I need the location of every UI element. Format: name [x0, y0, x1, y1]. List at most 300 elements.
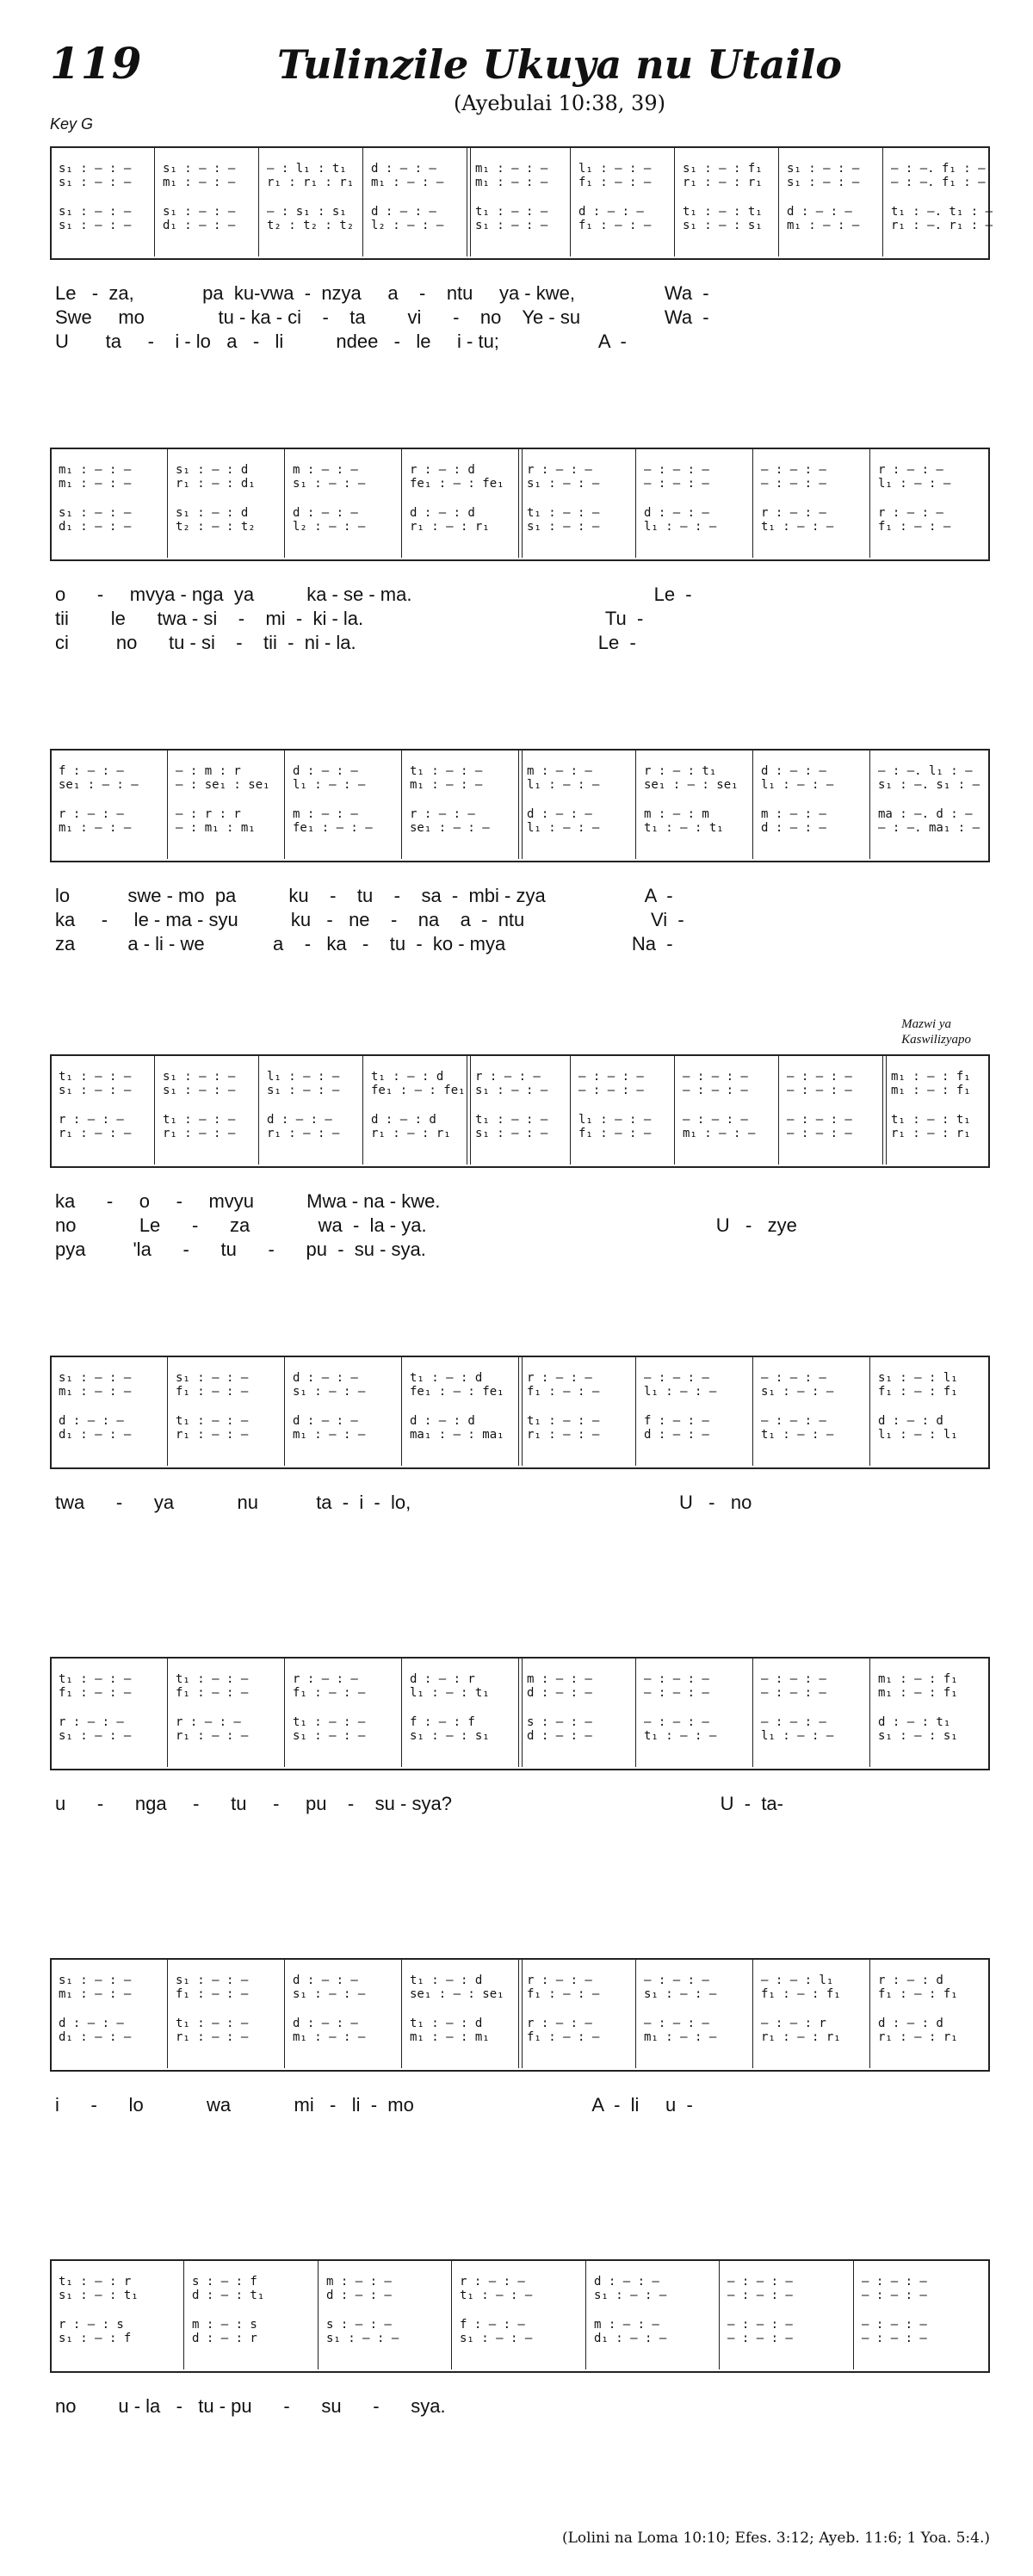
tenor-measure: d : – : d [878, 2017, 943, 2030]
bass-measure: s₁ : – : – [527, 520, 600, 534]
soprano-measure: r : – : d [410, 463, 475, 477]
tenor-measure: d : – : – [293, 506, 358, 520]
tenor-measure: f : – : f [410, 1715, 475, 1729]
lyric-line-2: Swe mo tu - ka - ci - ta vi - no Ye - su Wa - [55, 306, 709, 328]
alto-measure: d : – : – [326, 2289, 392, 2302]
alto-measure: m₁ : – : – [475, 176, 548, 189]
tenor-measure: s : – : – [527, 1715, 592, 1729]
tenor-measure: s₁ : – : – [163, 205, 236, 219]
bass-measure: l₁ : – : – [527, 821, 600, 835]
barline [635, 749, 636, 859]
tenor-measure: t₁ : – : – [475, 205, 548, 219]
bass-measure: r₁ : – : r₁ [371, 1127, 451, 1140]
tenor-measure: s₁ : – : – [59, 205, 132, 219]
bass-measure: r₁ : – : r₁ [878, 2030, 958, 2044]
alto-measure: – : – : – [578, 1084, 644, 1097]
bass-measure: s₁ : – : – [475, 1127, 548, 1140]
tenor-measure: t₁ : – : – [527, 506, 600, 520]
tenor-measure: d : – : – [293, 2017, 358, 2030]
soprano-measure: l₁ : – : – [267, 1070, 340, 1084]
alto-measure: s₁ : – : t₁ [59, 2289, 139, 2302]
tenor-measure: s₁ : – : d [176, 506, 249, 520]
barline [752, 749, 753, 859]
tenor-measure: r : – : s [59, 2318, 124, 2332]
bass-measure: l₁ : – : l₁ [878, 1428, 958, 1442]
bass-measure: m₁ : – : – [293, 2030, 366, 2044]
tenor-measure: d : – : – [59, 2017, 124, 2030]
lyric-line-2: ka - le - ma - syu ku - ne - na a - ntu Vi - [55, 909, 684, 930]
bass-measure: s₁ : – : – [460, 2332, 533, 2345]
soprano-measure: – : – : – [578, 1070, 644, 1084]
soprano-measure: r : – : d [878, 1974, 943, 1987]
hymn-number: 119 [50, 38, 143, 89]
alto-measure: l₁ : – : – [878, 477, 951, 491]
bass-measure: d : – : – [644, 1428, 709, 1442]
bass-measure: t₂ : – : t₂ [176, 520, 256, 534]
tenor-measure: t₁ : – : – [293, 1715, 366, 1729]
tenor-measure: – : – : – [761, 1414, 826, 1428]
soprano-measure: – : – : – [761, 1672, 826, 1686]
alto-measure: m₁ : – : – [59, 1987, 132, 2001]
bass-measure: r₁ : – : – [527, 1428, 600, 1442]
lyric-line-3: za a - li - we a - ka - tu - ko - mya Na - [55, 933, 673, 954]
barline [674, 1054, 675, 1164]
tenor-measure: f : – : – [460, 2318, 525, 2332]
tenor-measure: r : – : – [59, 807, 124, 821]
barline [570, 146, 571, 256]
bass-measure: t₁ : – : – [644, 1729, 717, 1743]
alto-measure: – : –. f₁ : – [891, 176, 986, 189]
bass-measure: s₁ : – : s₁ [683, 219, 763, 232]
barline [635, 448, 636, 558]
alto-measure: d : – : t₁ [192, 2289, 265, 2302]
tenor-measure: m : – : – [293, 807, 358, 821]
lyric-line-3: U ta - i - lo a - li ndee - le i - tu; A - [55, 330, 627, 352]
soprano-measure: s₁ : – : – [176, 1974, 249, 1987]
soprano-measure: – : – : l₁ [761, 1974, 834, 1987]
refrain-note [901, 1016, 971, 1047]
tenor-measure: t₁ : –. t₁ : – [891, 205, 993, 219]
soprano-measure: m : – : – [527, 764, 592, 778]
soprano-measure: s₁ : – : – [59, 162, 132, 176]
tenor-measure: ma : –. d : – [878, 807, 973, 821]
bass-measure: fe₁ : – : – [293, 821, 373, 835]
soprano-measure: d : – : – [293, 1371, 358, 1385]
tenor-measure: – : r : r [176, 807, 241, 821]
tenor-measure: t₁ : – : – [163, 1113, 236, 1127]
barline [284, 448, 285, 558]
bass-measure: f₁ : – : – [878, 520, 951, 534]
alto-measure: f₁ : – : – [176, 1987, 249, 2001]
alto-measure: l₁ : – : – [761, 778, 834, 792]
soprano-measure: t₁ : – : – [59, 1070, 132, 1084]
alto-measure: – : – : – [644, 1686, 709, 1700]
barline [635, 1657, 636, 1767]
barline [570, 1054, 571, 1164]
alto-measure: m₁ : – : – [163, 176, 236, 189]
lyric-line-1: u - nga - tu - pu - su - sya? U - ta- [55, 1793, 783, 1814]
alto-measure: m₁ : – : f₁ [891, 1084, 971, 1097]
tenor-measure: d : – : t₁ [878, 1715, 951, 1729]
alto-measure: s₁ : – : – [59, 176, 132, 189]
tenor-measure: r : – : – [410, 807, 475, 821]
barline [284, 749, 285, 859]
bass-measure: r₁ : – : – [176, 1428, 249, 1442]
alto-measure: l₁ : – : – [644, 1385, 717, 1399]
soprano-measure: – : – : – [644, 1974, 709, 1987]
tenor-measure: r : – : – [527, 2017, 592, 2030]
soprano-measure: s₁ : – : d [176, 463, 249, 477]
bass-measure: t₁ : – : – [761, 520, 834, 534]
bass-measure: s₁ : – : f [59, 2332, 132, 2345]
bass-measure: r₁ : – : r₁ [410, 520, 490, 534]
double-barline [518, 1958, 523, 2068]
barline [635, 1958, 636, 2068]
bass-measure: – : – : – [787, 1127, 852, 1140]
barline [167, 448, 168, 558]
barline [869, 1657, 870, 1767]
soprano-measure: s₁ : – : – [59, 1974, 132, 1987]
alto-measure: m₁ : – : – [410, 778, 483, 792]
tenor-measure: d : – : d [410, 1414, 475, 1428]
alto-measure: f₁ : – : – [527, 1385, 600, 1399]
barline [401, 448, 402, 558]
refrain-note-line: Kaswilizyapo [901, 1033, 971, 1047]
alto-measure: s₁ : – : – [644, 1987, 717, 2001]
barline [869, 1958, 870, 2068]
double-barline [518, 448, 523, 558]
alto-measure: – : se₁ : se₁ [176, 778, 270, 792]
alto-measure: s₁ : – : – [761, 1385, 834, 1399]
tenor-measure: d : – : – [371, 205, 436, 219]
tenor-measure: t₁ : – : t₁ [683, 205, 763, 219]
tenor-measure: m : – : – [761, 807, 826, 821]
alto-measure: m₁ : – : – [59, 477, 132, 491]
soprano-measure: s₁ : – : – [163, 1070, 236, 1084]
alto-measure: l₁ : – : – [293, 778, 366, 792]
bass-measure: l₂ : – : – [371, 219, 444, 232]
alto-measure: s₁ : – : – [293, 477, 366, 491]
bass-measure: r₁ : – : – [176, 1729, 249, 1743]
alto-measure: s₁ : – : – [267, 1084, 340, 1097]
alto-measure: m₁ : – : – [59, 1385, 132, 1399]
soprano-measure: – : – : – [761, 463, 826, 477]
alto-measure: s₁ : – : – [787, 176, 860, 189]
bass-measure: r₁ : – : – [163, 1127, 236, 1140]
soprano-measure: s₁ : – : – [163, 162, 236, 176]
alto-measure: s₁ : –. s₁ : – [878, 778, 980, 792]
soprano-measure: – : – : – [787, 1070, 852, 1084]
hymn-title: Tulinzile Ukuya nu Utailo [277, 41, 842, 88]
soprano-measure: s : – : f [192, 2275, 257, 2289]
bass-measure: r₁ : – : – [176, 2030, 249, 2044]
soprano-measure: d : – : – [293, 764, 358, 778]
barline [752, 448, 753, 558]
bass-measure: d₁ : – : – [59, 520, 132, 534]
barline [284, 1356, 285, 1466]
barline [154, 146, 155, 256]
tenor-measure: d : – : – [644, 506, 709, 520]
barline [401, 1657, 402, 1767]
bass-measure: s₁ : – : – [59, 219, 132, 232]
barline [869, 749, 870, 859]
barline [635, 1356, 636, 1466]
soprano-measure: m : – : – [293, 463, 358, 477]
soprano-measure: r : – : – [475, 1070, 541, 1084]
tenor-measure: r : – : – [761, 506, 826, 520]
tenor-measure: t₁ : – : – [475, 1113, 548, 1127]
tenor-measure: s : – : – [326, 2318, 392, 2332]
alto-measure: f₁ : – : f₁ [761, 1987, 841, 2001]
soprano-measure: – : –. l₁ : – [878, 764, 973, 778]
bass-measure: d₁ : – : – [163, 219, 236, 232]
alto-measure: f₁ : – : – [527, 1987, 600, 2001]
soprano-measure: t₁ : – : d [410, 1371, 483, 1385]
soprano-measure: – : – : – [761, 1371, 826, 1385]
tenor-measure: t₁ : – : – [176, 2017, 249, 2030]
bass-measure: r₁ : – : – [267, 1127, 340, 1140]
lyric-line-2: no Le - za wa - la - ya. U - zye [55, 1214, 797, 1236]
tenor-measure: – : – : – [644, 1715, 709, 1729]
barline [585, 2259, 586, 2369]
lyric-line-3: ci no tu - si - tii - ni - la. Le - [55, 632, 636, 653]
soprano-measure: – : – : – [644, 463, 709, 477]
double-barline [467, 1054, 471, 1164]
tenor-measure: t₁ : – : – [176, 1414, 249, 1428]
footer-references: (Lolini na Loma 10:10; Efes. 3:12; Ayeb. 11:6; 1 Yoa. 5:4.) [561, 2530, 990, 2547]
bass-measure: l₁ : – : – [644, 520, 717, 534]
barline [719, 2259, 720, 2369]
soprano-measure: t₁ : – : d [371, 1070, 444, 1084]
barline [451, 2259, 452, 2369]
alto-measure: t₁ : – : – [460, 2289, 533, 2302]
alto-measure: fe₁ : – : fe₁ [371, 1084, 466, 1097]
tenor-measure: m : – : – [594, 2318, 659, 2332]
alto-measure: f₁ : – : – [578, 176, 652, 189]
bass-measure: r₁ : – : – [59, 1127, 132, 1140]
soprano-measure: r : – : – [527, 463, 592, 477]
bass-measure: m₁ : – : – [683, 1127, 756, 1140]
lyric-line-3: pya 'la - tu - pu - su - sya. [55, 1239, 426, 1260]
bass-measure: l₁ : – : – [761, 1729, 834, 1743]
soprano-measure: m₁ : – : f₁ [878, 1672, 958, 1686]
alto-measure: f₁ : – : – [59, 1686, 132, 1700]
soprano-measure: d : – : – [761, 764, 826, 778]
barline [167, 1958, 168, 2068]
tenor-measure: d : – : d [371, 1113, 436, 1127]
bass-measure: l₂ : – : – [293, 520, 366, 534]
barline [674, 146, 675, 256]
refrain-note-line: Mazwi ya [901, 1017, 952, 1031]
bass-measure: d₁ : – : – [59, 1428, 132, 1442]
bass-measure: d₁ : – : – [594, 2332, 667, 2345]
soprano-measure: d : – : – [293, 1974, 358, 1987]
soprano-measure: m : – : – [326, 2275, 392, 2289]
alto-measure: s₁ : – : – [475, 1084, 548, 1097]
barline [167, 1657, 168, 1767]
alto-measure: f₁ : – : – [176, 1385, 249, 1399]
tenor-measure: d : – : – [59, 1414, 124, 1428]
barline [869, 1356, 870, 1466]
bass-measure: f₁ : – : – [527, 2030, 600, 2044]
bass-measure: r₁ : – : r₁ [761, 2030, 841, 2044]
alto-measure: m₁ : – : – [371, 176, 444, 189]
soprano-measure: s₁ : – : – [176, 1371, 249, 1385]
alto-measure: m₁ : – : f₁ [878, 1686, 958, 1700]
soprano-measure: – : m : r [176, 764, 241, 778]
bass-measure: d : – : – [761, 821, 826, 835]
barline [284, 1958, 285, 2068]
bass-measure: s₁ : – : s₁ [878, 1729, 958, 1743]
bass-measure: r₁ : – : r₁ [891, 1127, 971, 1140]
alto-measure: – : – : – [761, 477, 826, 491]
double-barline [467, 146, 471, 256]
barline [258, 1054, 259, 1164]
bass-measure: r₁ : –. r₁ : – [891, 219, 993, 232]
lyric-line-1: Le - za, pa ku-vwa - nzya a - ntu ya - kwe, Wa - [55, 282, 709, 304]
bass-measure: m₁ : – : – [644, 2030, 717, 2044]
soprano-measure: – : l₁ : t₁ [267, 162, 347, 176]
barline [401, 749, 402, 859]
barline [401, 1958, 402, 2068]
barline [167, 1356, 168, 1466]
tenor-measure: r : – : – [59, 1715, 124, 1729]
tenor-measure: d : – : – [267, 1113, 332, 1127]
bass-measure: m₁ : – : – [59, 821, 132, 835]
soprano-measure: d : – : r [410, 1672, 475, 1686]
soprano-measure: r : – : – [460, 2275, 525, 2289]
barline [752, 1958, 753, 2068]
barline [882, 146, 883, 256]
soprano-measure: r : – : – [527, 1371, 592, 1385]
tenor-measure: f : – : – [644, 1414, 709, 1428]
lyric-line-1: ka - o - mvyu Mwa - na - kwe. [55, 1190, 441, 1212]
double-barline [518, 1356, 523, 1466]
bass-measure: s₁ : – : – [293, 1729, 366, 1743]
soprano-measure: t₁ : – : – [410, 764, 483, 778]
alto-measure: f₁ : – : f₁ [878, 1987, 958, 2001]
tenor-measure: d : – : – [787, 205, 852, 219]
alto-measure: l₁ : – : – [527, 778, 600, 792]
tenor-measure: – : – : – [761, 1715, 826, 1729]
barline [778, 1054, 779, 1164]
alto-measure: s₁ : – : – [527, 477, 600, 491]
tenor-measure: t₁ : – : d [410, 2017, 483, 2030]
alto-measure: f₁ : – : f₁ [878, 1385, 958, 1399]
alto-measure: fe₁ : – : fe₁ [410, 477, 504, 491]
soprano-measure: t₁ : – : – [176, 1672, 249, 1686]
double-barline [882, 1054, 887, 1164]
bass-measure: t₁ : – : – [761, 1428, 834, 1442]
tenor-measure: – : – : – [644, 2017, 709, 2030]
alto-measure: s₁ : – : – [293, 1987, 366, 2001]
soprano-measure: f : – : – [59, 764, 124, 778]
lyric-line-1: o - mvya - nga ya ka - se - ma. Le - [55, 584, 692, 605]
alto-measure: – : – : – [787, 1084, 852, 1097]
tenor-measure: – : – : r [761, 2017, 826, 2030]
alto-measure: d : – : – [527, 1686, 592, 1700]
scripture-reference: (Ayebulai 10:38, 39) [454, 91, 665, 115]
tenor-measure: d : – : – [578, 205, 644, 219]
alto-measure: r₁ : – : d₁ [176, 477, 256, 491]
double-barline [518, 1657, 523, 1767]
tenor-measure: – : s₁ : s₁ [267, 205, 347, 219]
bass-measure: ma₁ : – : ma₁ [410, 1428, 504, 1442]
alto-measure: l₁ : – : t₁ [410, 1686, 490, 1700]
alto-measure: s₁ : – : – [293, 1385, 366, 1399]
soprano-measure: m₁ : – : f₁ [891, 1070, 971, 1084]
lyric-line-1: lo swe - mo pa ku - tu - sa - mbi - zya A - [55, 885, 673, 906]
key-signature: Key G [50, 115, 94, 133]
lyric-line-2: tii le twa - si - mi - ki - la. Tu - [55, 608, 644, 629]
lyric-line-1: twa - ya nu ta - i - lo, U - no [55, 1492, 752, 1513]
bass-measure: m₁ : – : – [787, 219, 860, 232]
bass-measure: s₁ : – : – [326, 2332, 399, 2345]
soprano-measure: – : – : – [862, 2275, 927, 2289]
alto-measure: s₁ : – : – [59, 1084, 132, 1097]
soprano-measure: – : – : – [727, 2275, 793, 2289]
soprano-measure: l₁ : – : – [578, 162, 652, 176]
alto-measure: fe₁ : – : fe₁ [410, 1385, 504, 1399]
tenor-measure: – : – : – [787, 1113, 852, 1127]
soprano-measure: r : – : – [878, 463, 943, 477]
bass-measure: t₂ : t₂ : t₂ [267, 219, 355, 232]
barline [778, 146, 779, 256]
soprano-measure: d : – : – [594, 2275, 659, 2289]
alto-measure: r₁ : r₁ : r₁ [267, 176, 355, 189]
bass-measure: – : – : – [727, 2332, 793, 2345]
soprano-measure: r : – : t₁ [644, 764, 717, 778]
tenor-measure: r : – : – [59, 1113, 124, 1127]
soprano-measure: t₁ : – : d [410, 1974, 483, 1987]
alto-measure: – : – : – [683, 1084, 748, 1097]
lyric-line-1: i - lo wa mi - li - mo A - li u - [55, 2094, 693, 2116]
tenor-measure: d : – : d [878, 1414, 943, 1428]
soprano-measure: m : – : – [527, 1672, 592, 1686]
alto-measure: f₁ : – : – [293, 1686, 366, 1700]
barline [853, 2259, 854, 2369]
alto-measure: – : – : – [862, 2289, 927, 2302]
alto-measure: s₁ : – : – [594, 2289, 667, 2302]
alto-measure: se₁ : – : se₁ [410, 1987, 504, 2001]
barline [362, 146, 363, 256]
soprano-measure: d : – : – [371, 162, 436, 176]
alto-measure: – : – : – [761, 1686, 826, 1700]
lyric-line-1: no u - la - tu - pu - su - sya. [55, 2395, 446, 2417]
bass-measure: d₁ : – : – [59, 2030, 132, 2044]
barline [401, 1356, 402, 1466]
barline [752, 1356, 753, 1466]
bass-measure: m₁ : – : – [293, 1428, 366, 1442]
tenor-measure: d : – : – [293, 1414, 358, 1428]
soprano-measure: m₁ : – : – [475, 162, 548, 176]
bass-measure: t₁ : – : t₁ [644, 821, 724, 835]
barline [362, 1054, 363, 1164]
alto-measure: – : – : – [727, 2289, 793, 2302]
soprano-measure: r : – : – [527, 1974, 592, 1987]
alto-measure: – : – : – [644, 477, 709, 491]
soprano-measure: – : – : – [644, 1672, 709, 1686]
barline [258, 146, 259, 256]
tenor-measure: r : – : – [878, 506, 943, 520]
barline [752, 1657, 753, 1767]
alto-measure: r₁ : – : r₁ [683, 176, 763, 189]
alto-measure: s₁ : – : – [163, 1084, 236, 1097]
double-barline [518, 749, 523, 859]
bass-measure: f₁ : – : – [578, 1127, 652, 1140]
barline [167, 749, 168, 859]
soprano-measure: – : –. f₁ : – [891, 162, 986, 176]
